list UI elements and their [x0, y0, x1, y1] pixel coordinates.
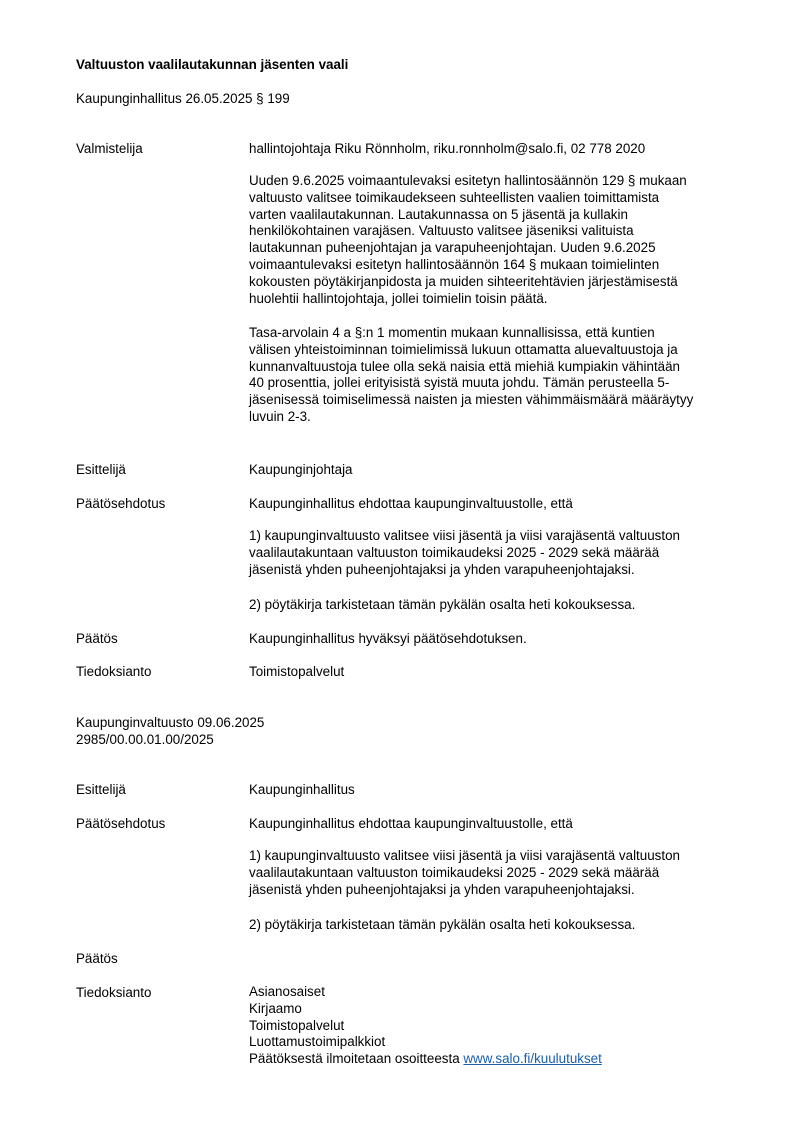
announcement-text: Päätöksestä ilmoitetaan osoitteesta — [249, 1051, 460, 1067]
council-decision-label: Päätös — [76, 951, 118, 966]
text-line: henkilökohtainen varajäsen. Valtuusto valitsee jäseniksi valituista — [249, 223, 634, 239]
text-line: lautakunnan puheenjohtajan ja varapuheenjohtajan. Uuden 9.6.2025 — [249, 240, 656, 256]
board-meeting-header: Kaupunginhallitus 26.05.2025 § 199 — [76, 91, 290, 106]
council-proposal-label: Päätösehdotus — [76, 816, 166, 831]
notice-recipient: Toimistopalvelut — [249, 1017, 345, 1033]
board-presenter-label: Esittelijä — [76, 462, 126, 477]
preparer-label: Valmistelija — [76, 141, 143, 156]
text-line: Uuden 9.6.2025 voimaantulevaksi esitetyn hallintosäännön 129 § mukaan — [249, 173, 687, 188]
text-line: huolehtii hallintojohtaja, jollei toimielin toisin päätä. — [249, 290, 548, 306]
announcement-link[interactable]: www.salo.fi/kuulutukset — [463, 1051, 602, 1067]
board-notice-label: Tiedoksianto — [76, 664, 152, 679]
notice-recipient: Kirjaamo — [249, 1000, 302, 1016]
text-line: kokousten pöytäkirjanpidosta ja muiden sihteeritehtävien järjestämisestä — [249, 273, 678, 289]
council-notice-list — [249, 984, 739, 1068]
board-proposal-label: Päätösehdotus — [76, 496, 166, 511]
text-line: varten vaalilautakunnan. Lautakunnassa on 5 jäsentä ja kullakin — [249, 206, 628, 222]
text-line: vaalilautakuntaan valtuuston toimikaudeksi 2025 - 2029 sekä määrää — [249, 544, 660, 560]
council-presenter-label: Esittelijä — [76, 782, 126, 797]
text-line: välisen yhteistoiminnan toimielimissä lukuun ottamatta aluevaltuustoja ja — [249, 341, 678, 357]
text-line: jäsenisessä toimiselimessä naisten ja miesten vähimmäismäärä määräytyy — [249, 392, 694, 408]
council-notice-label: Tiedoksianto — [76, 985, 152, 1000]
council-proposal-item-2: 2) pöytäkirja tarkistetaan tämän pykälän osalta heti kokouksessa. — [249, 917, 636, 932]
text-line: jäsenistä yhden puheenjohtajaksi ja yhden varapuheenjohtajaksi. — [249, 881, 635, 897]
board-notice-value: Toimistopalvelut — [249, 664, 345, 679]
council-reference: 2985/00.00.01.00/2025 — [76, 732, 214, 747]
page-title: Valtuuston vaalilautakunnan jäsenten vaali — [76, 57, 349, 72]
board-proposal-item-2: 2) pöytäkirja tarkistetaan tämän pykälän osalta heti kokouksessa. — [249, 597, 636, 612]
text-line: 1) kaupunginvaltuusto valitsee viisi jäsentä ja viisi varajäsentä valtuuston — [249, 528, 680, 543]
council-meeting-header: Kaupunginvaltuusto 09.06.2025 — [76, 715, 265, 730]
board-decision-label: Päätös — [76, 631, 118, 646]
council-proposal-intro: Kaupunginhallitus ehdottaa kaupunginvaltuustolle, että — [249, 816, 573, 831]
board-proposal-intro: Kaupunginhallitus ehdottaa kaupunginvaltuustolle, että — [249, 496, 573, 511]
text-line: kunnanvaltuustoja tulee olla sekä naisia että miehiä kumpiakin vähintään — [249, 358, 681, 374]
text-line: 40 prosenttia, jollei erityisistä syistä muuta johdu. Tämän perusteella 5- — [249, 375, 670, 391]
text-line: jäsenistä yhden puheenjohtajaksi ja yhden varapuheenjohtajaksi. — [249, 561, 635, 577]
council-presenter-value: Kaupunginhallitus — [249, 782, 355, 797]
text-line: luvuin 2-3. — [249, 408, 311, 424]
notice-recipient: Luottamustoimipalkkiot — [249, 1034, 386, 1050]
board-proposal-item-1 — [249, 528, 739, 578]
preparer-value: hallintojohtaja Riku Rönnholm, riku.ronnholm@salo.fi, 02 778 2020 — [249, 141, 646, 156]
text-line: voimaantulevaksi esitetyn hallintosäännön 164 § mukaan toimielinten — [249, 256, 660, 272]
announcement-line — [249, 1051, 739, 1068]
preparer-paragraph-1 — [249, 173, 739, 307]
notice-recipient: Asianosaiset — [249, 984, 325, 999]
text-line: vaalilautakuntaan valtuuston toimikaudeksi 2025 - 2029 sekä määrää — [249, 864, 660, 880]
text-line: Tasa-arvolain 4 a §:n 1 momentin mukaan kunnallisissa, että kuntien — [249, 325, 655, 340]
text-line: 1) kaupunginvaltuusto valitsee viisi jäsentä ja viisi varajäsentä valtuuston — [249, 848, 680, 863]
preparer-paragraph-2 — [249, 325, 739, 426]
council-proposal-item-1 — [249, 848, 739, 898]
text-line: valtuusto valitsee toimikaudekseen suhteellisten vaalien toimittamista — [249, 189, 660, 205]
board-decision-value: Kaupunginhallitus hyväksyi päätösehdotuksen. — [249, 631, 527, 646]
board-presenter-value: Kaupunginjohtaja — [249, 462, 353, 477]
